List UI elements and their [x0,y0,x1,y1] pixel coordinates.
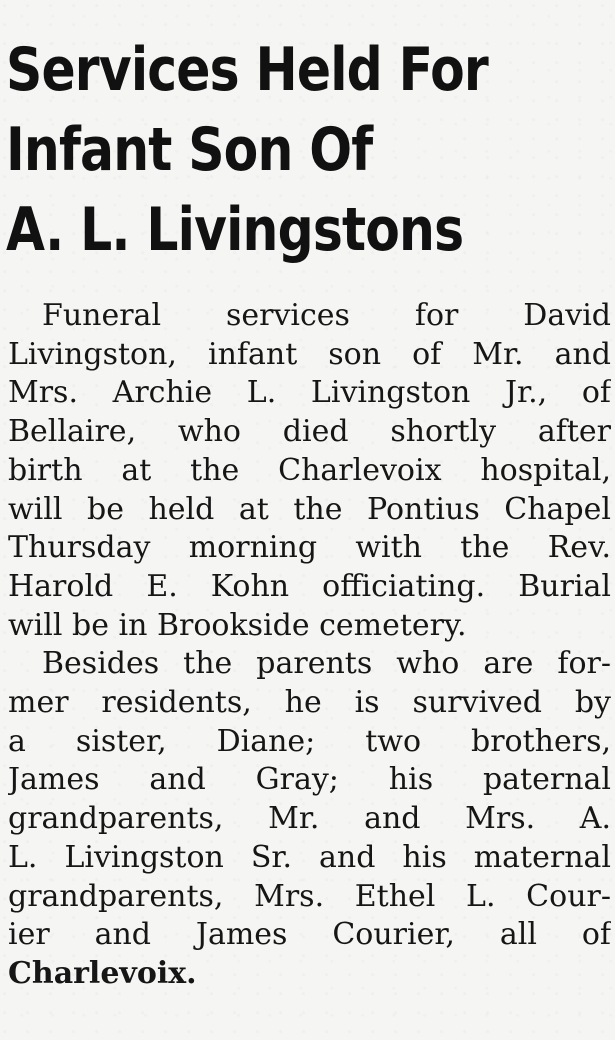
headline [6,30,510,270]
paragraph-2-line: Besides the parents who are for- [42,646,611,682]
paragraph-2-line: grandparents, Mr. and Mrs. A. [8,801,611,837]
paragraph-1-line: Thursday morning with the Rev. [8,530,611,566]
paragraph-2-line: mer residents, he is survived by [8,685,611,721]
paragraph-1-line: will be in Brookside cemetery. [8,607,467,643]
paragraph-2-line: James and Gray; his paternal [8,762,611,798]
paragraph-2-line: ier and James Courier, all of [8,917,611,953]
paragraph-2-line: Charlevoix. [8,955,197,991]
paragraph-1-line: Bellaire, who died shortly after [8,414,611,450]
paragraph-1-line: birth at the Charlevoix hospital, [8,452,611,488]
paragraph-1-line: Livingston, infant son of Mr. and [8,336,611,372]
paragraph-1-line: Funeral services for David [42,298,611,333]
paragraph-1-line: will be held at the Pontius Chapel [8,491,611,527]
paragraph-2-line: grandparents, Mrs. Ethel L. Cour- [8,878,611,914]
headline-line: Services Held For [6,35,488,105]
headline-line: A. L. Livingstons [6,195,464,265]
paragraph-2-line: L. Livingston Sr. and his maternal [8,839,611,875]
headline-line: Infant Son Of [6,115,373,185]
paragraph-2-line: a sister, Diane; two brothers, [8,723,611,759]
article-body [8,297,611,994]
paragraph-1-line: Mrs. Archie L. Livingston Jr., of [8,375,611,411]
paragraph-1-line: Harold E. Kohn officiating. Burial [8,568,611,604]
